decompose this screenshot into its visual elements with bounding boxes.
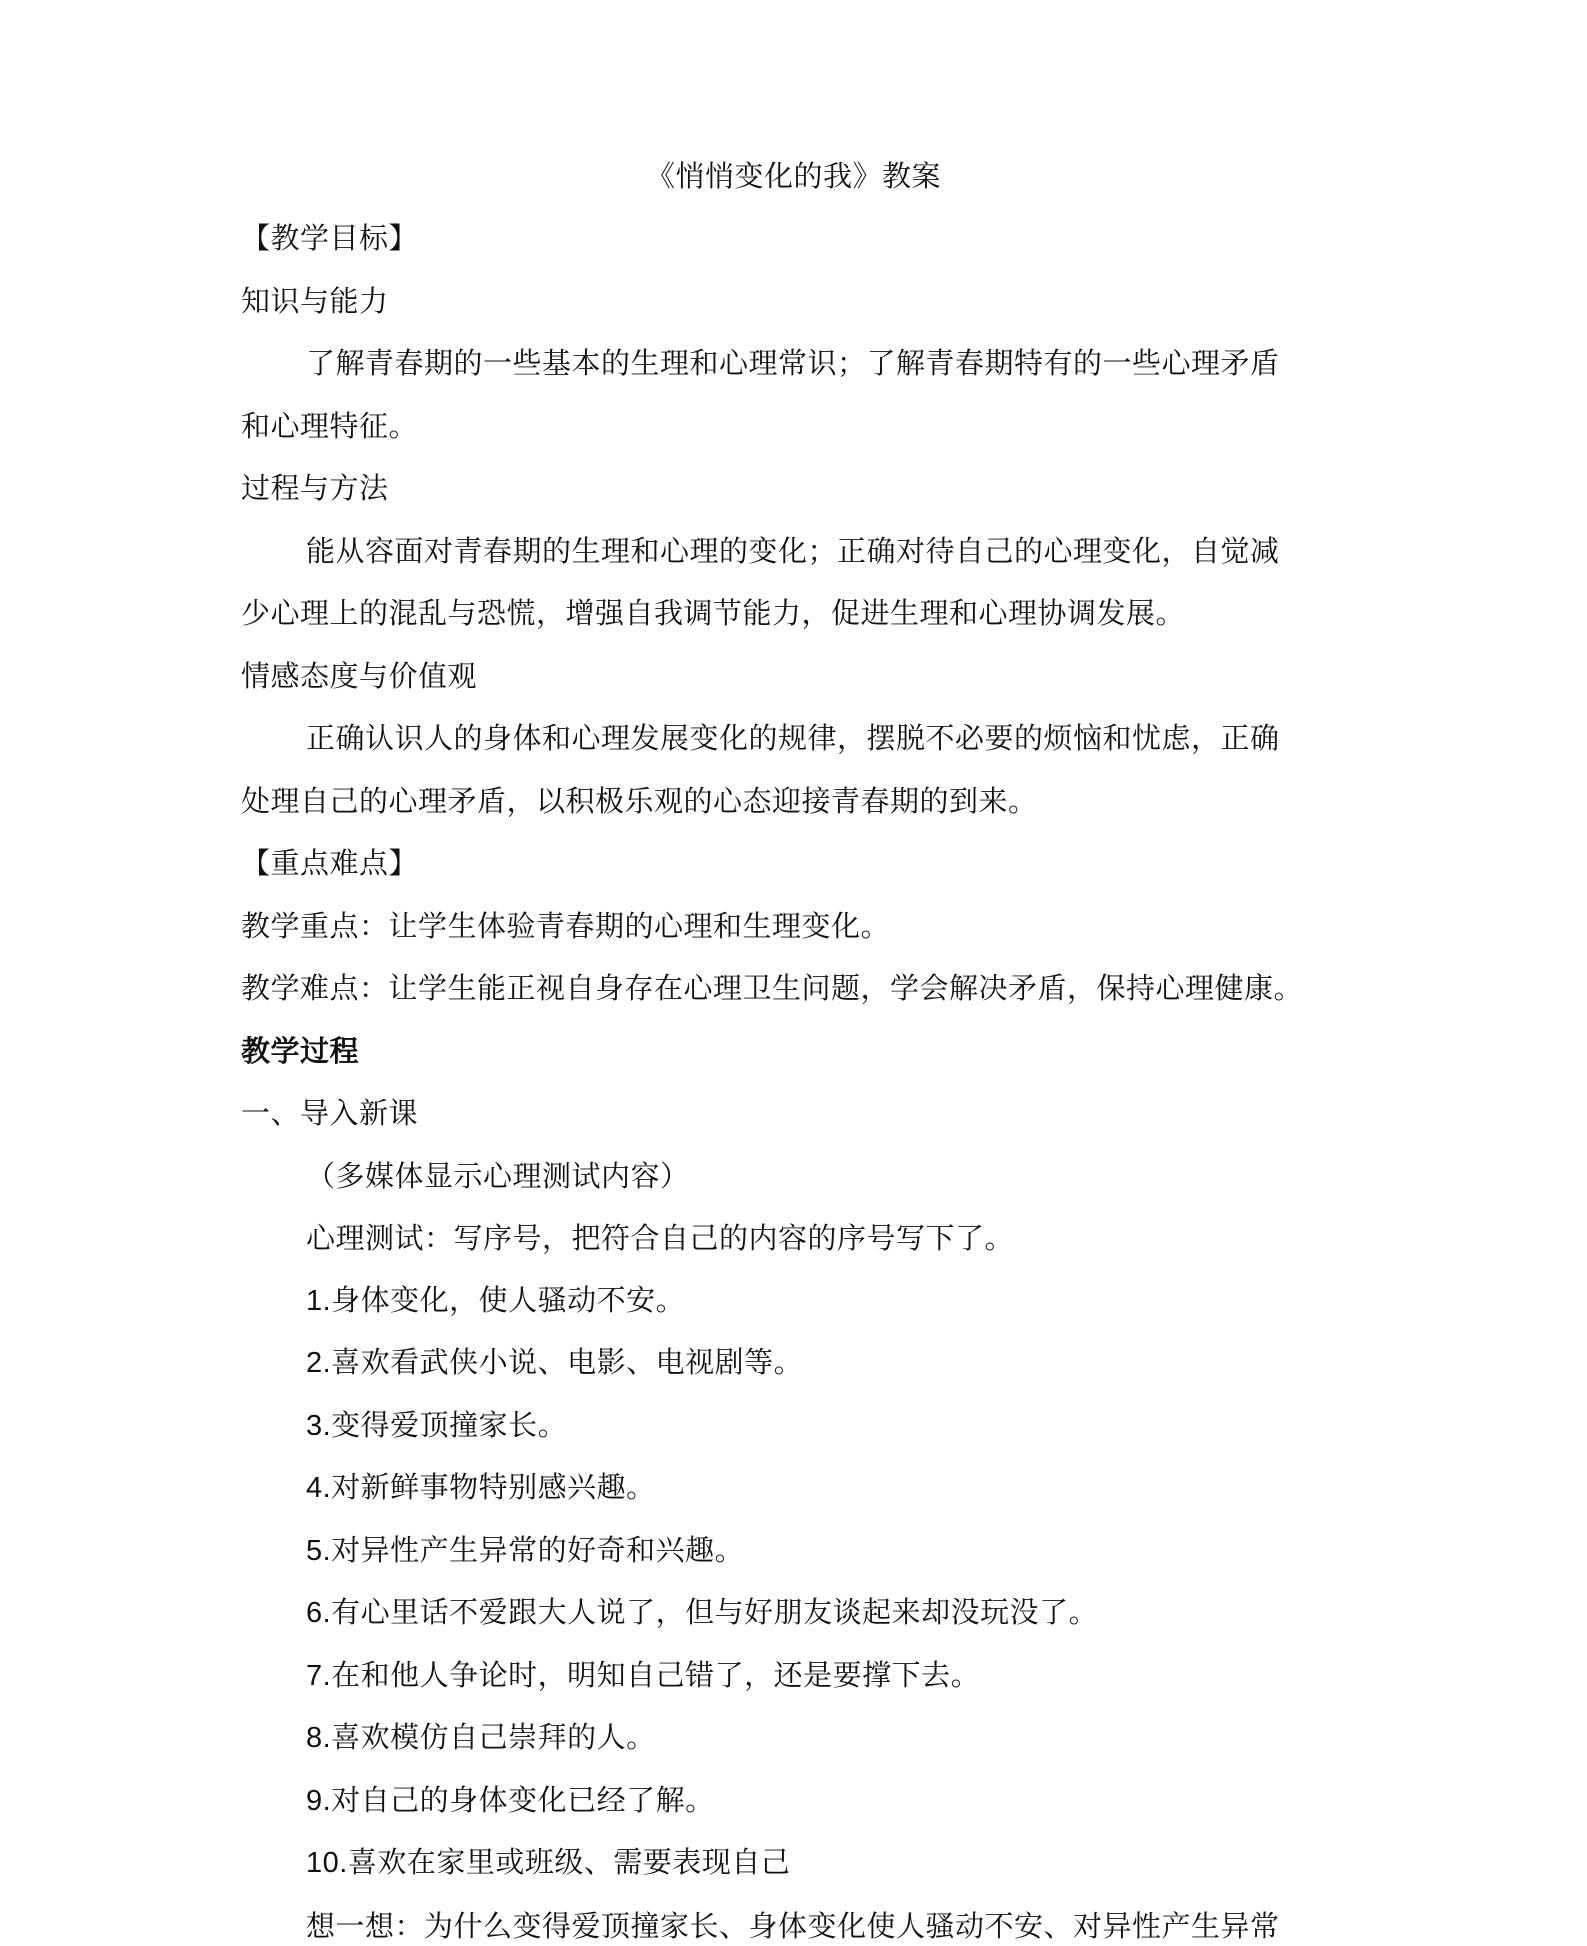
difficulty-line: 教学难点：让学生能正视自身存在心理卫生问题，学会解决矛盾，保持心理健康。 bbox=[241, 971, 1304, 1005]
multimedia-note: （多媒体显示心理测试内容） bbox=[306, 1159, 690, 1193]
list-item: 10.喜欢在家里或班级、需要表现自己 bbox=[306, 1847, 791, 1879]
paragraph-line: 少心理上的混乱与恐慌，增强自我调节能力，促进生理和心理协调发展。 bbox=[241, 596, 1186, 630]
paragraph-line: 和心理特征。 bbox=[241, 409, 419, 443]
list-item: 8.喜欢模仿自己崇拜的人。 bbox=[306, 1722, 656, 1754]
paragraph-line: 处理自己的心理矛盾，以积极乐观的心态迎接青春期的到来。 bbox=[241, 784, 1038, 818]
section-heading-process: 教学过程 bbox=[241, 1034, 360, 1068]
list-item: 6.有心里话不爱跟大人说了，但与好朋友谈起来却没玩没了。 bbox=[306, 1597, 1099, 1629]
list-item: 3.变得爱顶撞家长。 bbox=[306, 1410, 568, 1442]
list-item: 9.对自己的身体变化已经了解。 bbox=[306, 1785, 715, 1817]
subheading-process: 过程与方法 bbox=[241, 471, 389, 505]
list-item: 1.身体变化，使人骚动不安。 bbox=[306, 1285, 686, 1317]
think-question: 想一想：为什么变得爱顶撞家长、身体变化使人骚动不安、对异性产生异常 bbox=[306, 1909, 1280, 1943]
section-heading-objectives: 【教学目标】 bbox=[241, 221, 419, 255]
list-item: 4.对新鲜事物特别感兴趣。 bbox=[306, 1472, 656, 1504]
paragraph-line: 正确认识人的身体和心理发展变化的规律，摆脱不必要的烦恼和忧虑，正确 bbox=[306, 721, 1280, 755]
paragraph-line: 能从容面对青春期的生理和心理的变化；正确对待自己的心理变化，自觉减 bbox=[306, 534, 1280, 568]
paragraph-line: 了解青春期的一些基本的生理和心理常识；了解青春期特有的一些心理矛盾 bbox=[306, 346, 1280, 380]
subheading-knowledge: 知识与能力 bbox=[241, 284, 389, 318]
subsection-intro: 一、导入新课 bbox=[241, 1096, 419, 1130]
list-item: 2.喜欢看武侠小说、电影、电视剧等。 bbox=[306, 1347, 804, 1379]
key-point-line: 教学重点：让学生体验青春期的心理和生理变化。 bbox=[241, 909, 891, 943]
list-item: 7.在和他人争论时，明知自己错了，还是要撑下去。 bbox=[306, 1660, 981, 1692]
document-title: 《悄悄变化的我》教案 bbox=[645, 159, 941, 193]
list-item: 5.对异性产生异常的好奇和兴趣。 bbox=[306, 1535, 745, 1567]
section-heading-key-points: 【重点难点】 bbox=[241, 846, 419, 880]
subheading-attitude: 情感态度与价值观 bbox=[241, 659, 478, 693]
test-instructions: 心理测试：写序号，把符合自己的内容的序号写下了。 bbox=[306, 1221, 1015, 1255]
